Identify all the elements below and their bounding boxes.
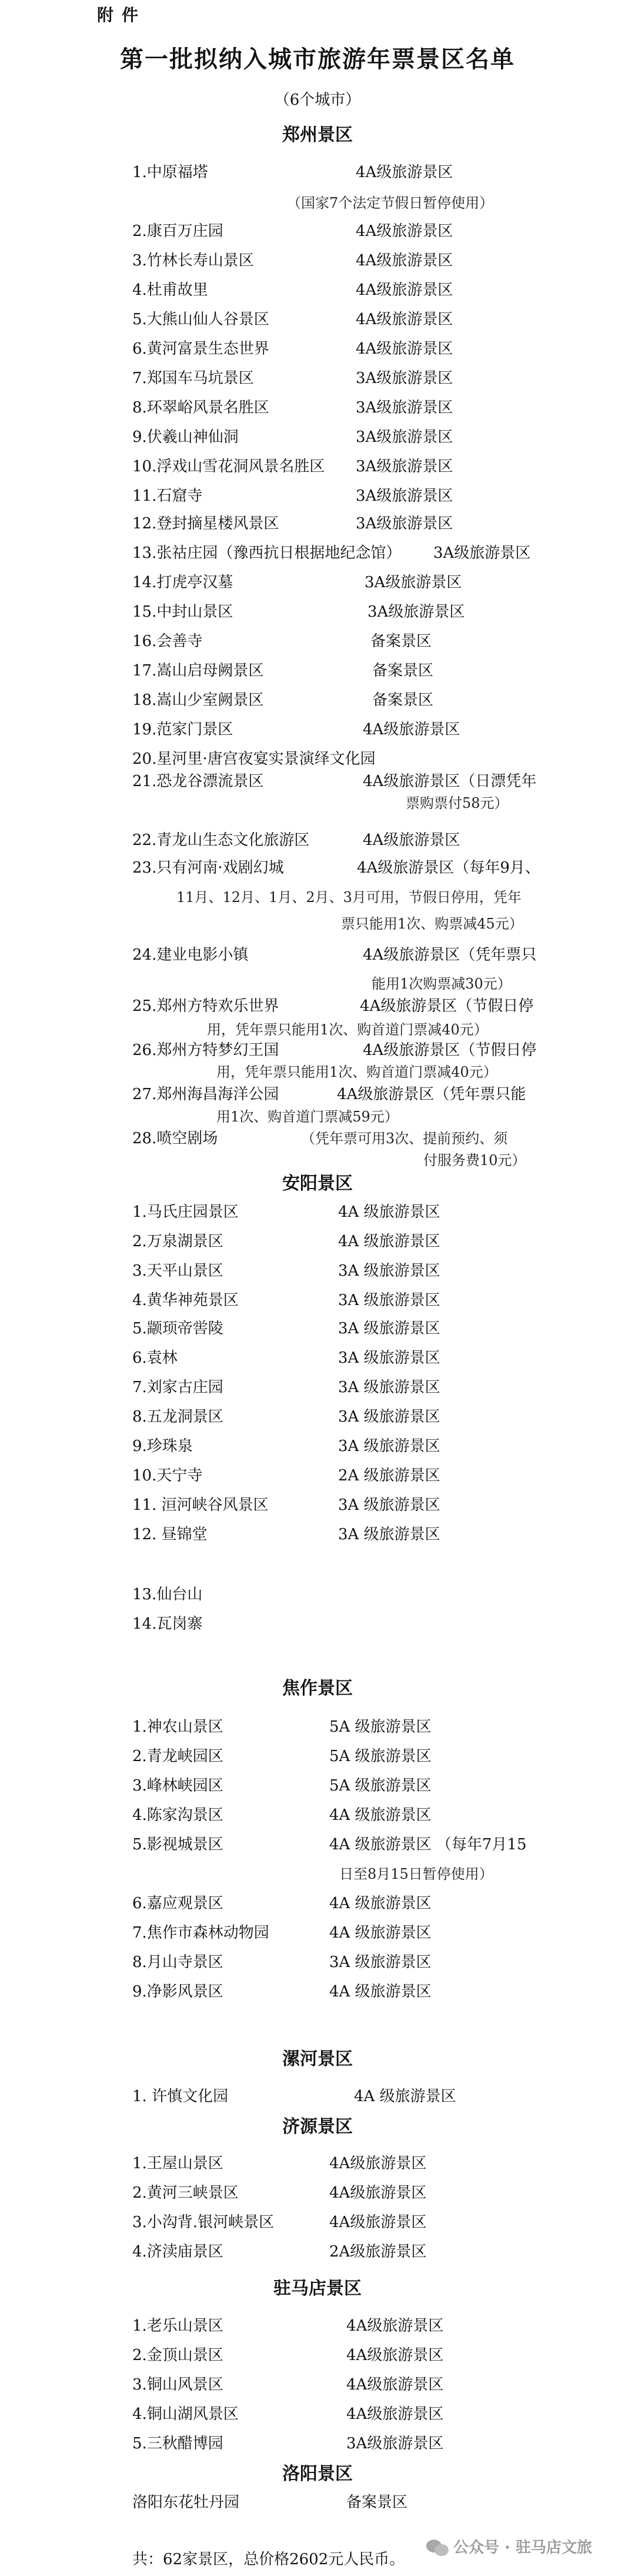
total-summary: 共：62家景区，总价格2602元人民币。 (132, 2551, 405, 2568)
scenic-spot-name: 8.五龙洞景区 (132, 1408, 223, 1426)
scenic-level: 4A级旅游景区 (363, 773, 460, 790)
scenic-spot-name: 4.铜山湖风景区 (132, 2405, 239, 2423)
scenic-level: 3A级旅游景区 (356, 399, 453, 417)
scenic-spot-name: 11.石窟寺 (132, 487, 203, 505)
section-title-anyang: 安阳景区 (282, 1173, 353, 1194)
scenic-spot-name: 12.登封摘星楼风景区 (132, 515, 279, 532)
scenic-spot-name: 8.月山寺景区 (132, 1953, 223, 1971)
scenic-spot-name: 洛阳东花牡丹园 (132, 2494, 240, 2511)
scenic-spot-name: 5.三秋醋博园 (132, 2435, 223, 2452)
scenic-spot-name: 5.颛顼帝喾陵 (132, 1320, 223, 1337)
scenic-spot-name: 22.青龙山生态文化旅游区 (132, 831, 310, 849)
scenic-spot-name: 7.刘家古庄园 (132, 1379, 223, 1396)
scenic-level: 3A级旅游景区 (356, 458, 453, 475)
scenic-note: 能用1次购票减30元） (372, 976, 512, 992)
scenic-spot-name: 9.净影风景区 (132, 1983, 223, 2001)
scenic-level: 4A级旅游景区 (346, 2405, 444, 2423)
scenic-level: 3A 级旅游景区 (338, 1526, 440, 1543)
scenic-spot-name: 6.袁林 (132, 1349, 178, 1367)
scenic-level: 4A级旅游景区 (363, 946, 460, 964)
scenic-level: 4A级旅游景区 (363, 721, 460, 738)
scenic-level: 4A 级旅游景区 (329, 1836, 432, 1853)
scenic-spot-name: 1.马氏庄园景区 (132, 1203, 239, 1221)
scenic-level: 3A级旅游景区 (356, 428, 453, 446)
scenic-spot-name: 3.竹林长寿山景区 (132, 252, 254, 269)
scenic-spot-name: 2.黄河三峡景区 (132, 2184, 239, 2202)
scenic-spot-name: 13.张祜庄园（豫西抗日根据地纪念馆） (132, 544, 402, 562)
scenic-level: 4A级旅游景区 (329, 2184, 427, 2202)
scenic-note: （凭年票只 (460, 946, 537, 964)
scenic-note: （节假日停 (457, 997, 534, 1015)
scenic-spot-name: 4.陈家沟景区 (132, 1806, 223, 1824)
scenic-level: 4A 级旅游景区 (329, 1983, 432, 2001)
scenic-level: 3A 级旅游景区 (338, 1379, 440, 1396)
page-subtitle: （6个城市） (274, 91, 361, 109)
scenic-level: 2A 级旅游景区 (338, 1467, 440, 1485)
scenic-level: 4A 级旅游景区 (329, 1895, 432, 1912)
scenic-note: （每年9月、 (454, 859, 540, 877)
scenic-note: （凭年票可用3次、提前预约、须 (301, 1130, 508, 1147)
scenic-level: 4A级旅游景区 (356, 252, 453, 269)
scenic-level: 4A级旅游景区 (329, 2155, 427, 2172)
scenic-spot-name: 1. 许慎文化园 (132, 2088, 229, 2105)
scenic-level: 备案景区 (372, 662, 434, 680)
scenic-spot-name: 5.大熊山仙人谷景区 (132, 311, 269, 328)
scenic-spot-name: 8.环翠峪风景名胜区 (132, 399, 269, 417)
scenic-spot-name: 1.神农山景区 (132, 1718, 223, 1736)
scenic-spot-name: 16.会善寺 (132, 633, 203, 650)
scenic-spot-name: 23.只有河南·戏剧幻城 (132, 859, 284, 877)
scenic-level: 3A 级旅游景区 (338, 1320, 440, 1337)
scenic-spot-name: 4.济渎庙景区 (132, 2243, 223, 2261)
section-title-luoyang: 洛阳景区 (282, 2464, 353, 2484)
scenic-spot-name: 2.万泉湖景区 (132, 1233, 223, 1250)
scenic-level: 3A 级旅游景区 (338, 1349, 440, 1367)
scenic-spot-name: 7.焦作市森林动物园 (132, 1924, 269, 1942)
scenic-spot-name: 2.康百万庄园 (132, 222, 223, 240)
section-title-zhumadian: 驻马店景区 (273, 2278, 362, 2299)
scenic-spot-name: 9.伏羲山神仙洞 (132, 428, 239, 446)
scenic-spot-name: 13.仙台山 (132, 1586, 203, 1603)
scenic-level: 3A级旅游景区 (356, 370, 453, 387)
scenic-level: 4A 级旅游景区 (338, 1233, 440, 1250)
scenic-spot-name: 2.金顶山景区 (132, 2347, 223, 2364)
scenic-level: 4A级旅游景区 (363, 831, 460, 849)
section-title-jiaozuo: 焦作景区 (282, 1678, 353, 1699)
scenic-level: 4A级旅游景区 (356, 164, 453, 181)
scenic-level: 4A级旅游景区 (346, 2317, 444, 2335)
section-title-luohe: 漯河景区 (282, 2049, 353, 2069)
scenic-spot-name: 10.天宁寺 (132, 1467, 203, 1485)
scenic-note: 11月、12月、1月、2月、3月可用，节假日停用，凭年 (176, 889, 522, 906)
scenic-spot-name: 18.嵩山少室阙景区 (132, 691, 264, 709)
scenic-note: 票只能用1次、购票减45元） (341, 916, 523, 932)
scenic-level: 4A级旅游景区 (346, 2376, 444, 2394)
scenic-level: 3A级旅游景区 (433, 544, 531, 562)
scenic-spot-name: 7.郑国车马坑景区 (132, 370, 254, 387)
scenic-level: 4A级旅游景区 (363, 1041, 460, 1059)
scenic-spot-name: 24.建业电影小镇 (132, 946, 249, 964)
scenic-level: 5A 级旅游景区 (329, 1777, 432, 1795)
scenic-spot-name: 17.嵩山启母阙景区 (132, 662, 264, 680)
scenic-spot-name: 21.恐龙谷漂流景区 (132, 773, 264, 790)
scenic-spot-name: 9.珍珠泉 (132, 1437, 193, 1455)
scenic-level: 4A级旅游景区 (356, 311, 453, 328)
scenic-spot-name: 1.中原福塔 (132, 164, 208, 181)
scenic-note: （节假日停 (460, 1041, 537, 1059)
scenic-level: 4A级旅游景区 (356, 281, 453, 299)
scenic-level: 4A级旅游景区 (356, 340, 453, 358)
scenic-level: 4A级旅游景区 (346, 2347, 444, 2364)
scenic-level: 4A 级旅游景区 (329, 1806, 432, 1824)
scenic-level: 备案景区 (372, 691, 434, 709)
scenic-level: 4A级旅游景区 (357, 859, 454, 877)
scenic-note: 日至8月15日暂停使用） (339, 1866, 493, 1882)
section-title-zhengzhou: 郑州景区 (282, 125, 353, 145)
scenic-spot-name: 4.黄华神苑景区 (132, 1292, 239, 1309)
scenic-spot-name: 4.杜甫故里 (132, 281, 208, 299)
scenic-spot-name: 20.星河里·唐宫夜宴实景演绎文化园 (132, 750, 376, 768)
scenic-spot-name: 2.青龙峡园区 (132, 1748, 223, 1765)
scenic-level: 4A级旅游景区 (356, 222, 453, 240)
scenic-spot-name: 14.瓦岗寨 (132, 1615, 203, 1633)
watermark (426, 2537, 592, 2558)
scenic-spot-name: 15.中封山景区 (132, 603, 233, 621)
scenic-level: 3A 级旅游景区 (338, 1408, 440, 1426)
scenic-level: 4A 级旅游景区 (354, 2088, 456, 2105)
scenic-level: 2A级旅游景区 (329, 2243, 427, 2261)
scenic-note: （每年7月15 (431, 1836, 527, 1853)
scenic-spot-name: 12. 昼锦堂 (132, 1526, 208, 1543)
scenic-spot-name: 25.郑州方特欢乐世界 (132, 997, 279, 1015)
wechat-icon (426, 2538, 450, 2557)
scenic-level: 3A级旅游景区 (367, 603, 465, 621)
scenic-note: 用，凭年票只能用1次、购首道门票减40元） (216, 1064, 497, 1080)
scenic-note: 票购票付58元） (406, 795, 509, 811)
scenic-spot-name: 1.王屋山景区 (132, 2155, 223, 2172)
scenic-level: 3A级旅游景区 (356, 515, 453, 532)
scenic-level: 3A 级旅游景区 (338, 1292, 440, 1309)
scenic-note: （凭年票只能 (434, 1086, 526, 1103)
scenic-level: 3A级旅游景区 (356, 487, 453, 505)
scenic-spot-name: 3.天平山景区 (132, 1262, 223, 1280)
scenic-level: 4A 级旅游景区 (329, 1924, 432, 1942)
scenic-spot-name: 6.嘉应观景区 (132, 1895, 223, 1912)
scenic-level: 3A级旅游景区 (346, 2435, 444, 2452)
scenic-spot-name: 1.老乐山景区 (132, 2317, 223, 2335)
attachment-label: 附件 (97, 5, 147, 25)
scenic-spot-name: 26.郑州方特梦幻王国 (132, 1041, 279, 1059)
scenic-level: 4A级旅游景区 (337, 1086, 435, 1103)
scenic-level: 5A 级旅游景区 (329, 1748, 432, 1765)
scenic-spot-name: 3.铜山风景区 (132, 2376, 223, 2394)
scenic-level: 4A级旅游景区 (360, 997, 457, 1015)
page-title: 第一批拟纳入城市旅游年票景区名单 (120, 46, 515, 73)
scenic-note: （国家7个法定节假日暂停使用） (287, 195, 494, 211)
scenic-level: 3A 级旅游景区 (338, 1496, 440, 1514)
scenic-level: 备案景区 (370, 633, 432, 650)
scenic-spot-name: 10.浮戏山雪花洞风景名胜区 (132, 458, 325, 475)
section-title-jiyuan: 济源景区 (282, 2116, 353, 2137)
scenic-level: 4A级旅游景区 (329, 2214, 427, 2231)
scenic-level: 5A 级旅游景区 (329, 1718, 432, 1736)
scenic-note: 用1次、购首道门票减59元） (216, 1109, 399, 1125)
scenic-level: 3A级旅游景区 (365, 574, 462, 591)
scenic-spot-name: 28.喷空剧场 (132, 1130, 218, 1147)
scenic-level: 备案景区 (346, 2494, 408, 2511)
scenic-note: 付服务费10元） (423, 1152, 526, 1169)
scenic-spot-name: 6.黄河富景生态世界 (132, 340, 269, 358)
scenic-spot-name: 19.范家门景区 (132, 721, 233, 738)
scenic-level: 4A 级旅游景区 (338, 1203, 440, 1221)
scenic-spot-name: 3.小沟背.银河峡景区 (132, 2214, 275, 2231)
scenic-spot-name: 14.打虎亭汉墓 (132, 574, 233, 591)
scenic-note: （日漂凭年 (460, 773, 537, 790)
scenic-level: 3A 级旅游景区 (338, 1262, 440, 1280)
scenic-level: 3A 级旅游景区 (329, 1953, 432, 1971)
scenic-spot-name: 27.郑州海昌海洋公园 (132, 1086, 279, 1103)
scenic-spot-name: 3.峰林峡园区 (132, 1777, 223, 1795)
watermark-text: 公众号 · 驻马店文旅 (453, 2539, 592, 2557)
scenic-spot-name: 11. 洹河峡谷风景区 (132, 1496, 269, 1514)
scenic-level: 3A 级旅游景区 (338, 1437, 440, 1455)
scenic-note: 用，凭年票只能用1次、购首道门票减40元） (207, 1021, 488, 1038)
scenic-spot-name: 5.影视城景区 (132, 1836, 223, 1853)
